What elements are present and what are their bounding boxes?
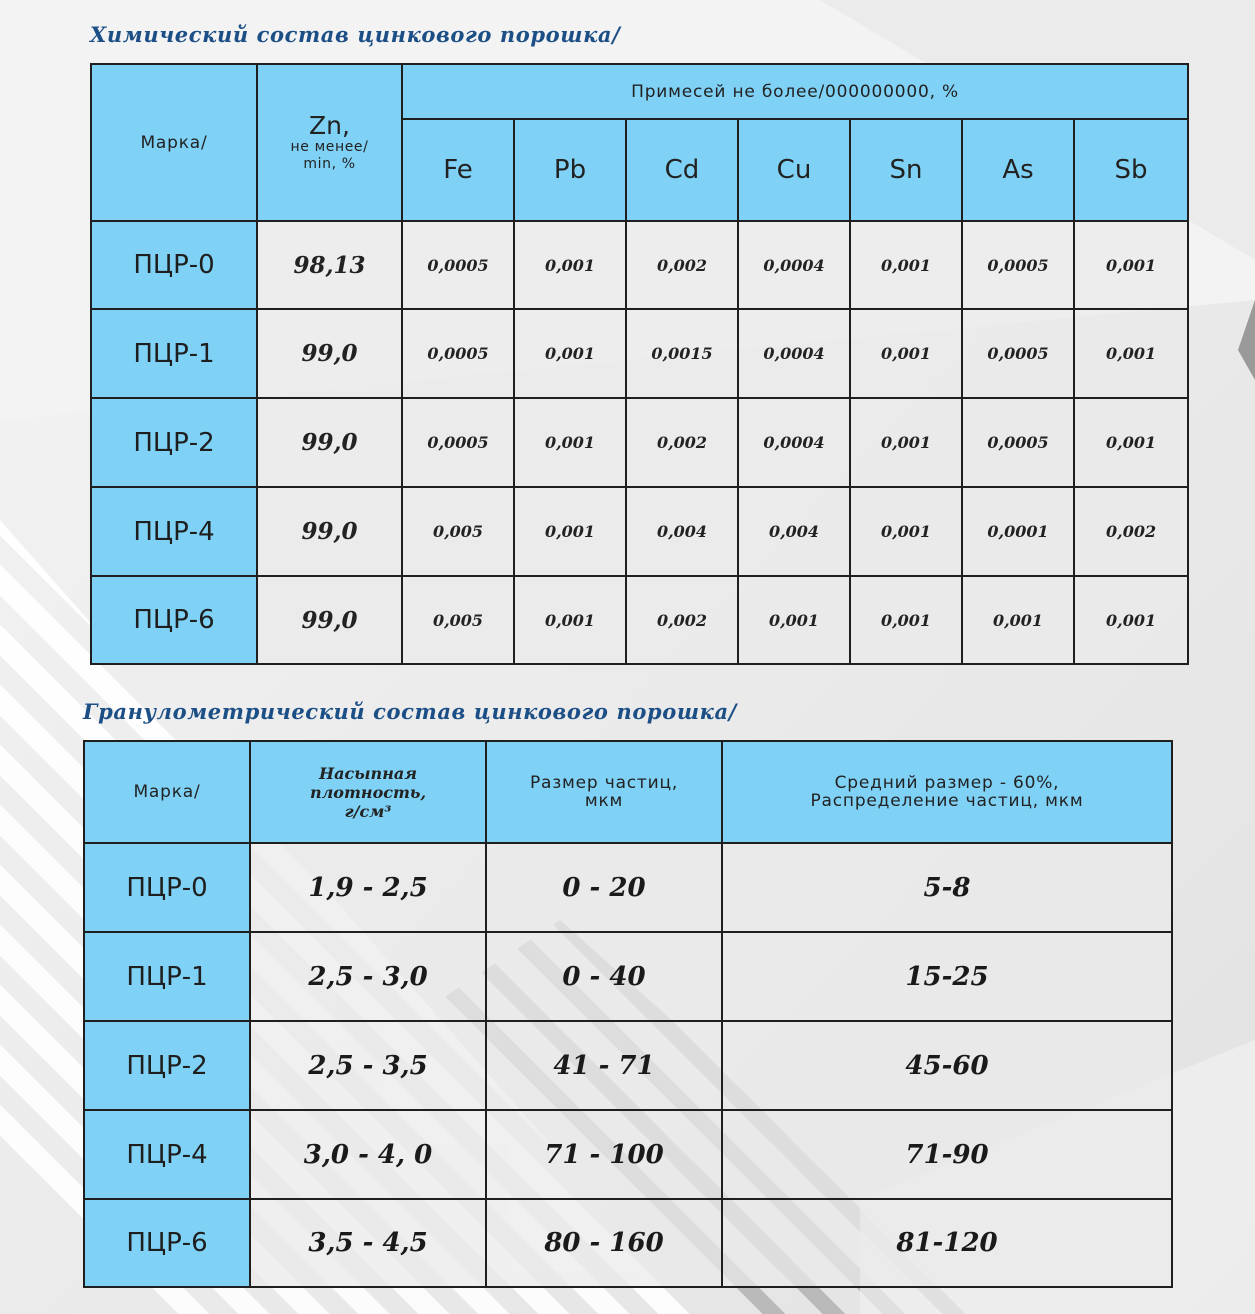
- grade-cell: ПЦР-2: [84, 1021, 250, 1110]
- particle-size-cell: 41 - 71: [486, 1021, 722, 1110]
- zinc-cell: 98,13: [257, 221, 402, 309]
- impurity-cell: 0,0005: [962, 309, 1074, 398]
- impurity-cell: 0,001: [738, 576, 850, 664]
- grade-cell: ПЦР-1: [84, 932, 250, 1021]
- particle-size-line-2: мкм: [584, 791, 624, 811]
- zinc-header: [257, 64, 402, 221]
- impurity-cell: 0,0005: [962, 398, 1074, 487]
- table-row: [84, 843, 1172, 932]
- impurity-cell: 0,001: [1074, 309, 1188, 398]
- element-header-cd: Cd: [626, 119, 738, 221]
- bulk-density-cell: 1,9 - 2,5: [250, 843, 486, 932]
- element-header-fe: Fe: [402, 119, 514, 221]
- table-row: [91, 309, 1188, 398]
- particle-size-cell: 0 - 20: [486, 843, 722, 932]
- grade-cell: ПЦР-0: [84, 843, 250, 932]
- granulometric-composition-table: [83, 740, 1173, 1288]
- impurity-cell: 0,002: [1074, 487, 1188, 576]
- impurity-cell: 0,001: [1074, 576, 1188, 664]
- grade-cell: ПЦР-4: [91, 487, 257, 576]
- bulk-density-line-2: плотность,: [309, 782, 427, 802]
- zinc-note-line-1: не менее/: [290, 138, 369, 155]
- grade-header: Марка/: [84, 741, 250, 843]
- bulk-density-header: [250, 741, 486, 843]
- impurity-cell: 0,0001: [962, 487, 1074, 576]
- bulk-density-cell: 3,0 - 4, 0: [250, 1110, 486, 1199]
- impurity-cell: 0,0004: [738, 398, 850, 487]
- table-row: [91, 576, 1188, 664]
- impurity-cell: 0,002: [626, 576, 738, 664]
- table-row: [84, 1021, 1172, 1110]
- impurity-cell: 0,001: [514, 487, 626, 576]
- grade-cell: ПЦР-6: [91, 576, 257, 664]
- impurity-cell: 0,0005: [402, 398, 514, 487]
- grade-cell: ПЦР-2: [91, 398, 257, 487]
- particle-size-cell: 80 - 160: [486, 1199, 722, 1287]
- element-header-cu: Cu: [738, 119, 850, 221]
- average-size-cell: 81-120: [722, 1199, 1172, 1287]
- grade-cell: ПЦР-0: [91, 221, 257, 309]
- element-header-sb: Sb: [1074, 119, 1188, 221]
- table-row: [91, 398, 1188, 487]
- particle-size-cell: 0 - 40: [486, 932, 722, 1021]
- element-header-sn: Sn: [850, 119, 962, 221]
- chemical-composition-table: [90, 63, 1189, 665]
- granulometric-header-row: [84, 741, 1172, 843]
- bulk-density-cell: 2,5 - 3,0: [250, 932, 486, 1021]
- chemical-header-row: [91, 64, 1188, 119]
- zinc-cell: 99,0: [257, 309, 402, 398]
- zinc-cell: 99,0: [257, 487, 402, 576]
- particle-size-header: [486, 741, 722, 843]
- impurity-cell: 0,002: [626, 398, 738, 487]
- impurity-cell: 0,001: [514, 221, 626, 309]
- impurity-cell: 0,005: [402, 576, 514, 664]
- impurity-cell: 0,001: [850, 398, 962, 487]
- impurity-cell: 0,001: [850, 309, 962, 398]
- element-header-as: As: [962, 119, 1074, 221]
- impurity-cell: 0,001: [514, 309, 626, 398]
- impurity-cell: 0,001: [514, 576, 626, 664]
- impurity-cell: 0,001: [850, 221, 962, 309]
- bulk-density-cell: 3,5 - 4,5: [250, 1199, 486, 1287]
- zinc-note-line-2: min, %: [303, 155, 356, 172]
- particle-size-cell: 71 - 100: [486, 1110, 722, 1199]
- bulk-density-unit: г/см³: [344, 801, 392, 821]
- average-size-line-2: Распределение частиц, мкм: [810, 791, 1084, 811]
- average-size-cell: 71-90: [722, 1110, 1172, 1199]
- zinc-symbol: Zn,: [309, 110, 350, 140]
- table-row: [84, 1199, 1172, 1287]
- grade-header: Марка/: [91, 64, 257, 221]
- zinc-cell: 99,0: [257, 576, 402, 664]
- average-size-line-1: Средний размер - 60%,: [834, 773, 1060, 793]
- impurity-cell: 0,0005: [402, 309, 514, 398]
- particle-size-line-1: Размер частиц,: [529, 773, 679, 793]
- impurity-cell: 0,001: [962, 576, 1074, 664]
- average-size-cell: 5-8: [722, 843, 1172, 932]
- impurity-cell: 0,0004: [738, 309, 850, 398]
- average-size-header: [722, 741, 1172, 843]
- impurity-cell: 0,001: [1074, 398, 1188, 487]
- impurity-cell: 0,0015: [626, 309, 738, 398]
- chemical-table-title: Химический состав цинкового порошка/: [90, 22, 621, 47]
- impurity-cell: 0,0004: [738, 221, 850, 309]
- zinc-cell: 99,0: [257, 398, 402, 487]
- impurity-cell: 0,004: [626, 487, 738, 576]
- impurity-cell: 0,002: [626, 221, 738, 309]
- impurity-cell: 0,001: [850, 576, 962, 664]
- impurity-cell: 0,001: [850, 487, 962, 576]
- grade-cell: ПЦР-4: [84, 1110, 250, 1199]
- impurity-cell: 0,0005: [962, 221, 1074, 309]
- granulometric-table-title: Гранулометрический состав цинкового порошка/: [83, 699, 737, 724]
- grade-cell: ПЦР-6: [84, 1199, 250, 1287]
- grade-cell: ПЦР-1: [91, 309, 257, 398]
- table-row: [84, 932, 1172, 1021]
- table-row: [84, 1110, 1172, 1199]
- impurity-cell: 0,0005: [402, 221, 514, 309]
- element-header-pb: Pb: [514, 119, 626, 221]
- table-row: [91, 221, 1188, 309]
- table-row: [91, 487, 1188, 576]
- bulk-density-cell: 2,5 - 3,5: [250, 1021, 486, 1110]
- impurity-cell: 0,001: [514, 398, 626, 487]
- impurity-cell: 0,004: [738, 487, 850, 576]
- impurity-cell: 0,005: [402, 487, 514, 576]
- average-size-cell: 45-60: [722, 1021, 1172, 1110]
- average-size-cell: 15-25: [722, 932, 1172, 1021]
- impurity-cell: 0,001: [1074, 221, 1188, 309]
- impurities-header: Примесей не более/000000000, %: [402, 64, 1188, 119]
- bulk-density-line-1: Насыпная: [319, 763, 417, 783]
